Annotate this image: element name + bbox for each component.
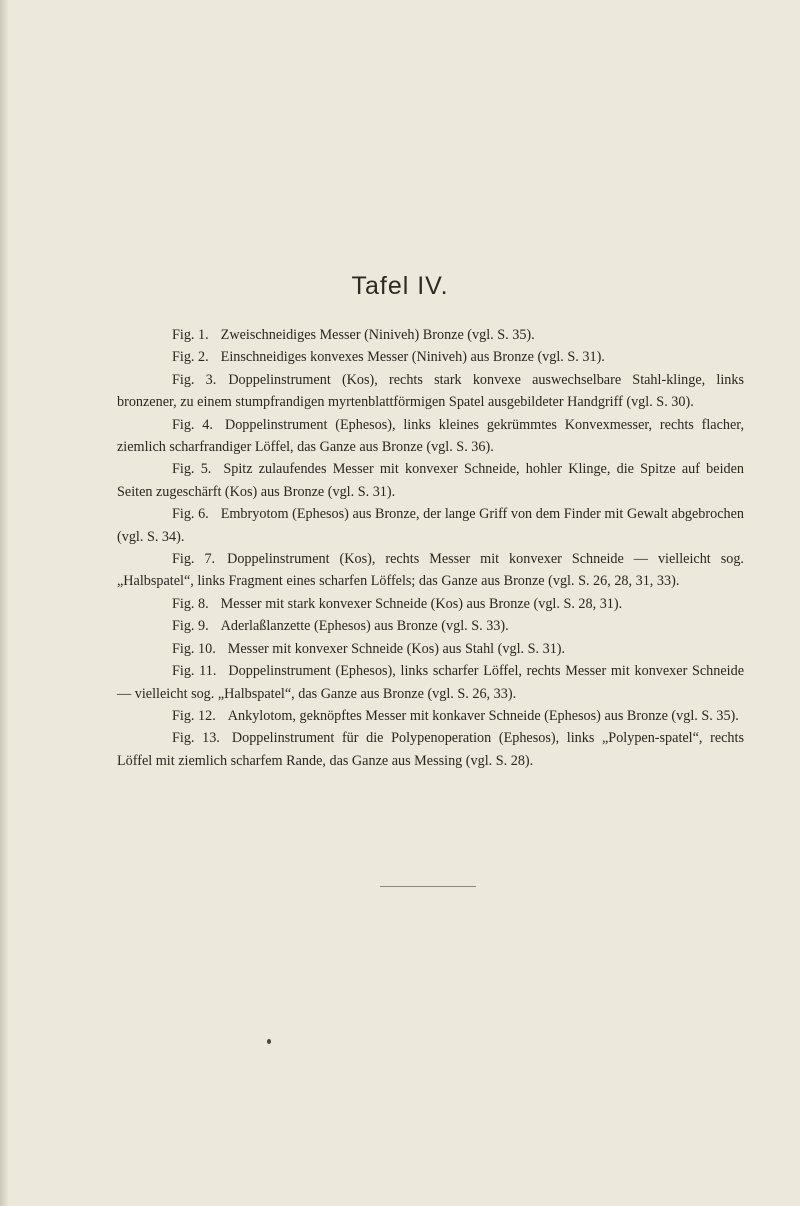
plate-title: Tafel IV. xyxy=(351,272,449,300)
figure-description: Zweischneidiges Messer (Niniveh) Bronze (vgl. S. 35). xyxy=(220,327,535,343)
end-rule xyxy=(380,886,476,887)
figure-entry xyxy=(117,705,744,727)
figure-description: Doppelinstrument (Ephesos), links scharfer Löffel, rechts Messer mit konvexer Schneide — vielleicht sog. „Halbspatel“, das Ganze aus Bronze (vgl. S. 26, 33). xyxy=(117,663,744,702)
figure-label: Fig. 12. xyxy=(172,707,216,724)
figure-label: Fig. 11. xyxy=(172,663,217,680)
figure-entry xyxy=(117,548,744,593)
figure-description: Doppelinstrument (Ephesos), links kleines gekrümmtes Konvexmesser, rechts flacher, ziemlich scharfrandiger Löffel, das Ganze aus Bronze (vgl. S. 36). xyxy=(117,416,744,456)
figure-label: Fig. 8. xyxy=(172,595,209,612)
figure-label: Fig. 2. xyxy=(172,349,209,366)
figure-description: Embryotom (Ephesos) aus Bronze, der lange Griff von dem Finder mit Gewalt abgebrochen (vgl. S. 34). xyxy=(117,506,745,545)
figure-label: Fig. 1. xyxy=(172,327,209,343)
figure-list xyxy=(117,324,744,772)
figure-entry xyxy=(117,615,744,637)
figure-entry xyxy=(117,727,744,772)
figure-label: Fig. 3. xyxy=(172,371,217,388)
figure-label: Fig. 9. xyxy=(172,618,209,635)
ink-speck xyxy=(267,1039,271,1044)
figure-entry xyxy=(117,503,744,548)
figure-entry xyxy=(117,346,744,368)
figure-description: Einschneidiges konvexes Messer (Niniveh) aus Bronze (vgl. S. 31). xyxy=(220,349,605,366)
figure-label: Fig. 13. xyxy=(172,730,220,747)
figure-description: Spitz zulaufendes Messer mit konvexer Schneide, hohler Klinge, die Spitze auf beiden Seiten zugeschärft (Kos) aus Bronze (vgl. S. 31). xyxy=(117,461,744,500)
figure-description: Ankylotom, geknöpftes Messer mit konkaver Schneide (Ephesos) aus Bronze (vgl. S. 35). xyxy=(227,707,739,724)
figure-entry xyxy=(117,458,744,503)
figure-description: Doppelinstrument (Kos), rechts Messer mit konvexer Schneide — vielleicht sog. „Halbspatel“, links Fragment eines scharfen Löffels; das Ganze aus Bronze (vgl. S. 26, 28, 31, 33). xyxy=(117,551,744,590)
figure-description: Aderlaßlanzette (Ephesos) aus Bronze (vgl. S. 33). xyxy=(220,618,509,635)
figure-entry xyxy=(117,593,744,615)
figure-label: Fig. 4. xyxy=(172,416,213,433)
figure-description: Messer mit stark konvexer Schneide (Kos) aus Bronze (vgl. S. 28, 31). xyxy=(220,595,623,612)
figure-description: Messer mit konvexer Schneide (Kos) aus Stahl (vgl. S. 31). xyxy=(227,640,566,657)
figure-label: Fig. 10. xyxy=(172,640,216,657)
figure-entry xyxy=(117,414,744,459)
figure-entry xyxy=(117,660,744,705)
figure-label: Fig. 5. xyxy=(172,461,212,478)
figure-entry xyxy=(117,638,744,660)
figure-description: Doppelinstrument für die Polypenoperation (Ephesos), links „Polypen-spatel“, rechts Löffel mit ziemlich scharfem Rande, das Ganze aus Messing (vgl. S. 28). xyxy=(117,730,744,769)
figure-entry xyxy=(117,324,744,346)
page-edge-shadow xyxy=(0,0,8,1206)
figure-label: Fig. 7. xyxy=(172,551,216,568)
figure-entry xyxy=(117,369,744,414)
figure-label: Fig. 6. xyxy=(172,506,209,523)
figure-description: Doppelinstrument (Kos), rechts stark konvexe auswechselbare Stahl-klinge, links bronzener, zu einem stumpfrandigen myrtenblattförmigen Spatel ausgebildeter Handgriff (vgl. S. 30). xyxy=(117,371,744,411)
